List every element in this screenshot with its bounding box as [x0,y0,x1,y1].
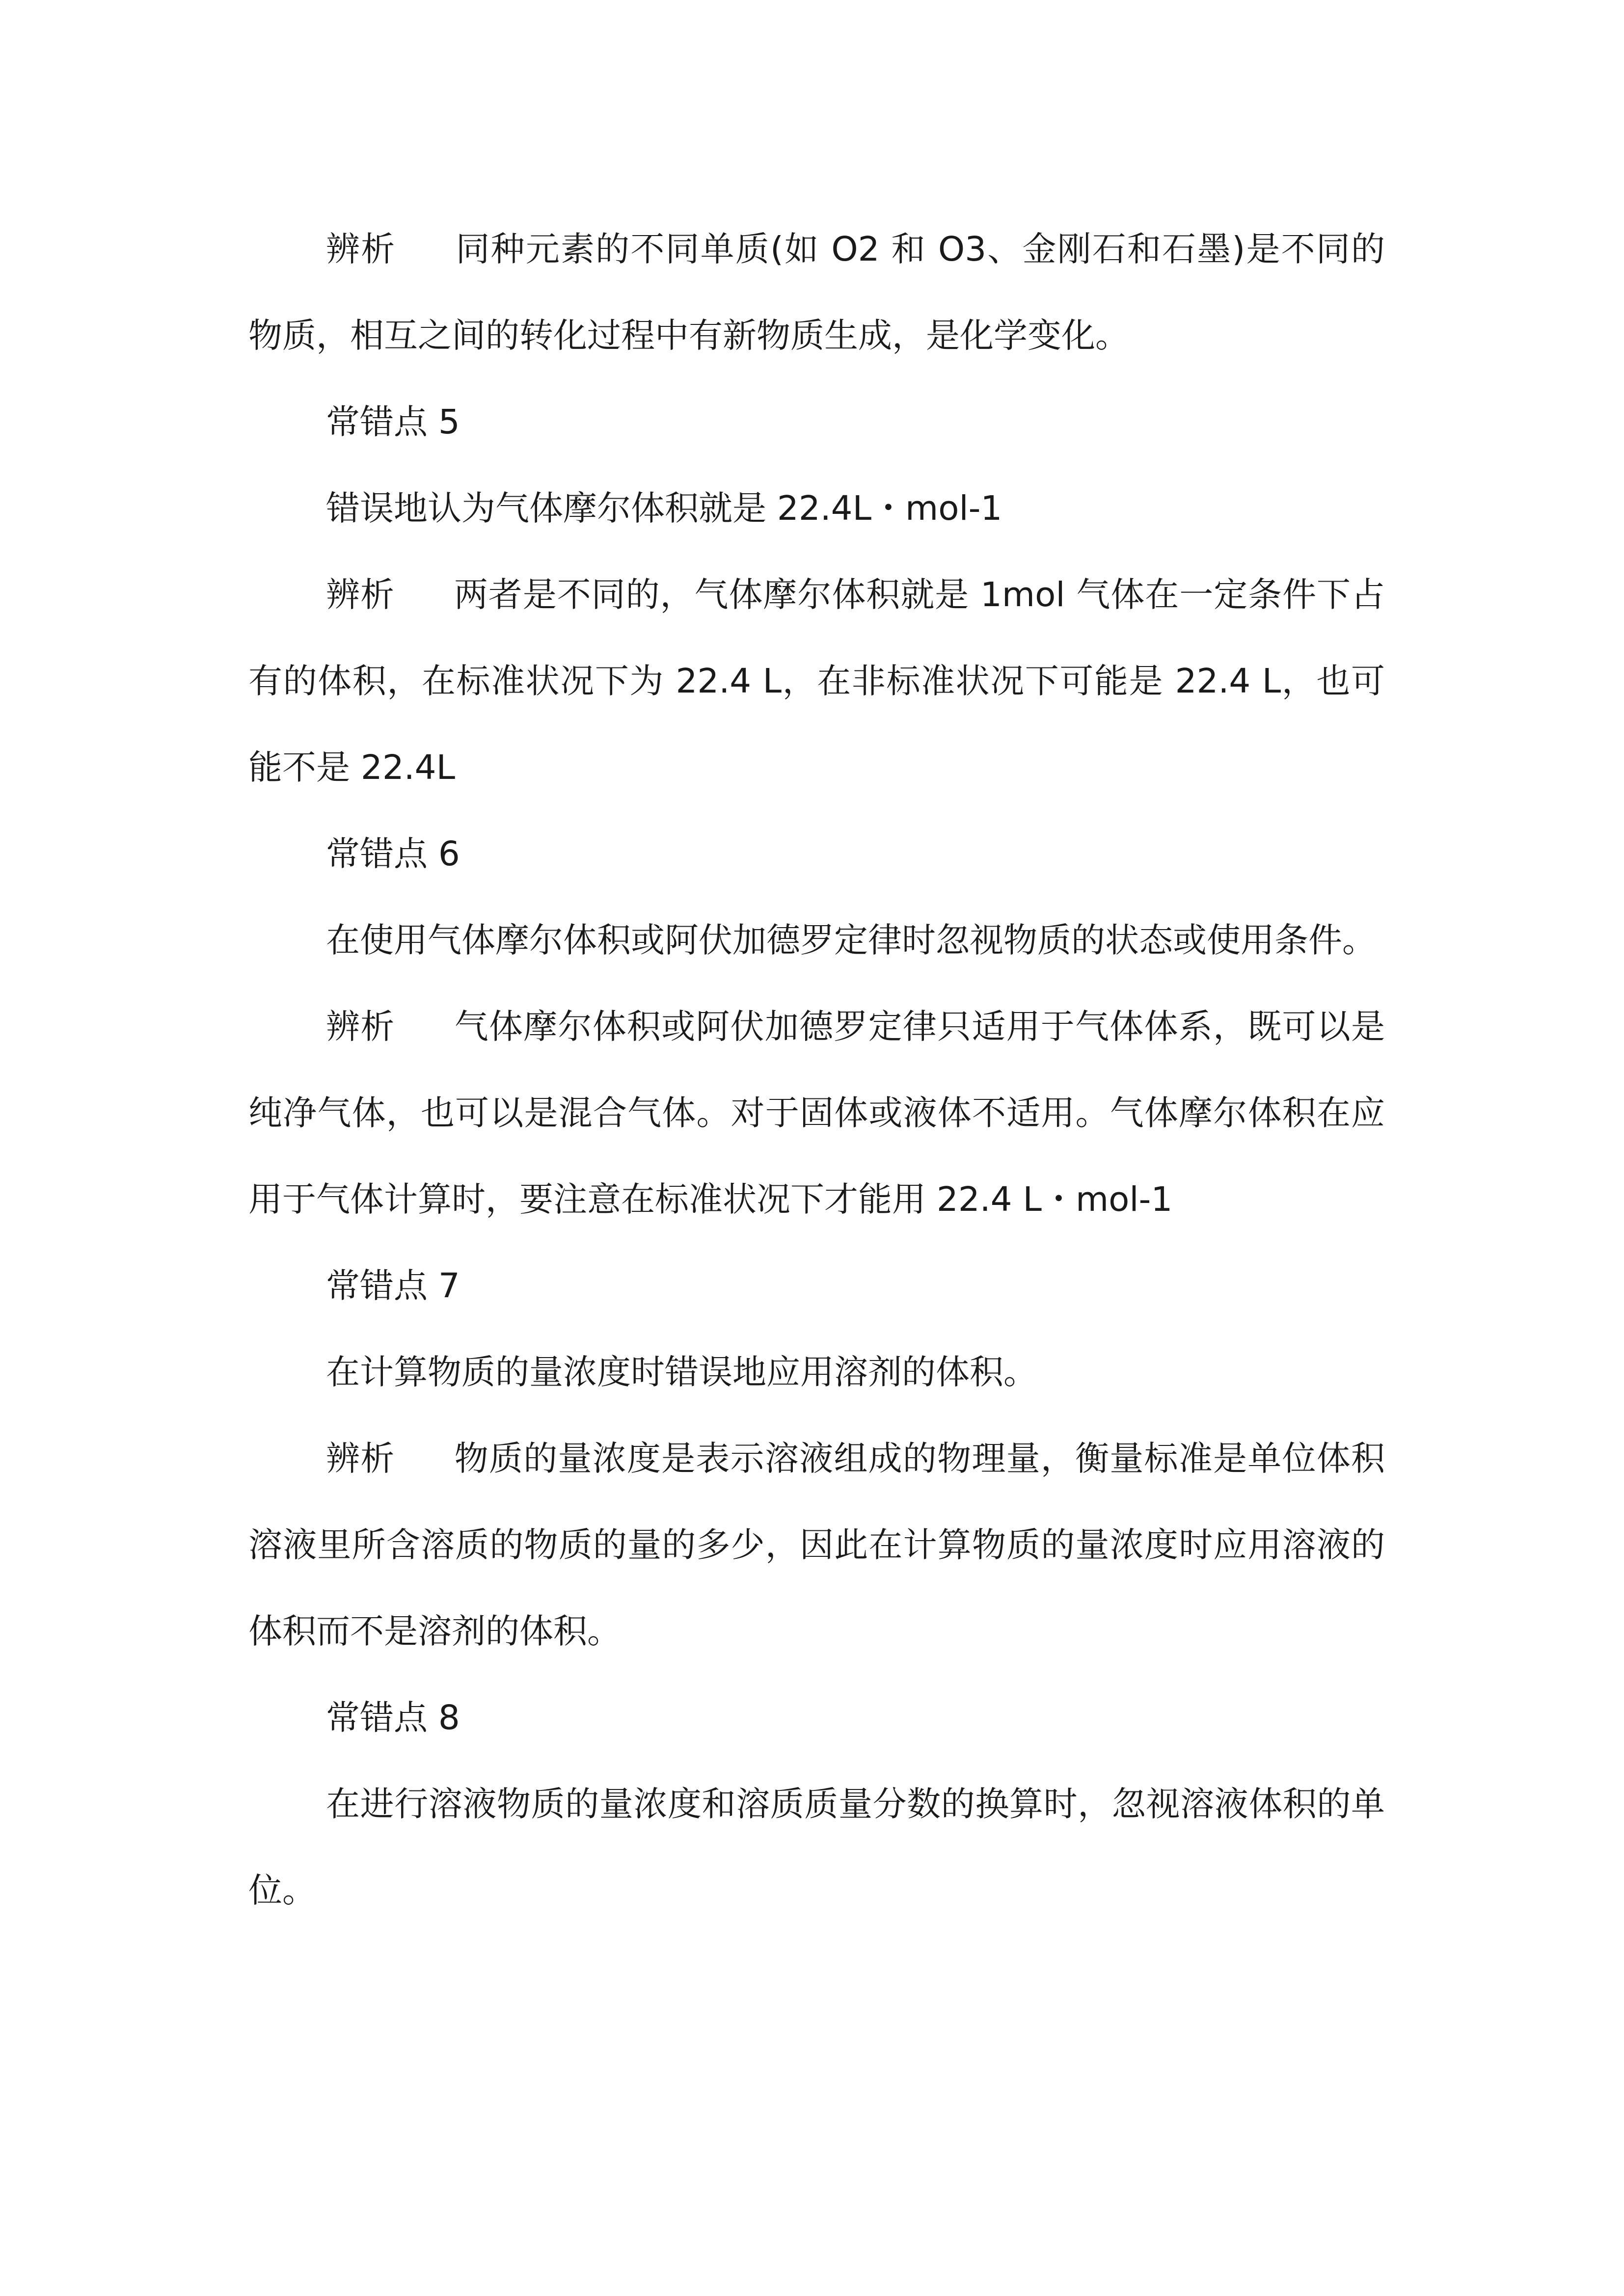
document-body [248,206,1385,1934]
error-point-heading-8 [248,1675,1385,1761]
error-point-heading-7 [248,1243,1385,1329]
error-point-heading-6 [248,811,1385,897]
paragraph-text: 错误地认为气体摩尔体积就是 22.4L・mol-1 [326,489,1002,528]
analysis-label: 辨析 [326,1439,395,1478]
error-point-heading-5 [248,379,1385,465]
analysis-label: 辨析 [326,1007,395,1046]
paragraph-text: 物质的量浓度是表示溶液组成的物理量，衡量标准是单位体积溶液里所含溶质的物质的量的多少，因此在计算物质的量浓度时应用溶液的体积而不是溶剂的体积。 [248,1439,1385,1651]
analysis-label: 辨析 [326,230,396,269]
paragraph-text: 两者是不同的，气体摩尔体积就是 1mol 气体在一定条件下占有的体积，在标准状况下为 22.4 L，在非标准状况下可能是 22.4 L，也可能不是 22.4L [248,575,1385,787]
paragraph-analysis-7 [248,1415,1385,1675]
heading-text: 常错点 6 [326,834,460,874]
error-statement-8 [248,1761,1385,1934]
analysis-label: 辨析 [326,575,395,614]
heading-text: 常错点 7 [326,1266,460,1306]
error-statement-7 [248,1329,1385,1415]
paragraph-analysis-5 [248,552,1385,811]
paragraph-text: 在进行溶液物质的量浓度和溶质质量分数的换算时，忽视溶液体积的单位。 [248,1785,1385,1910]
paragraph-text: 在计算物质的量浓度时错误地应用溶剂的体积。 [326,1353,1037,1392]
paragraph-text: 同种元素的不同单质(如 O2 和 O3、金刚石和石墨)是不同的物质，相互之间的转化过程中有新物质生成，是化学变化。 [248,230,1385,355]
error-statement-5 [248,465,1385,552]
heading-text: 常错点 8 [326,1698,460,1737]
paragraph-analysis-6 [248,984,1385,1243]
paragraph-text: 在使用气体摩尔体积或阿伏加德罗定律时忽视物质的状态或使用条件。 [326,921,1376,960]
paragraph-text: 气体摩尔体积或阿伏加德罗定律只适用于气体体系，既可以是纯净气体，也可以是混合气体。对于固体或液体不适用。气体摩尔体积在应用于气体计算时，要注意在标准状况下才能用 22.4 L・mol-1 [248,1007,1385,1219]
heading-text: 常错点 5 [326,402,460,442]
paragraph-analysis-1 [248,206,1385,379]
error-statement-6 [248,897,1385,984]
